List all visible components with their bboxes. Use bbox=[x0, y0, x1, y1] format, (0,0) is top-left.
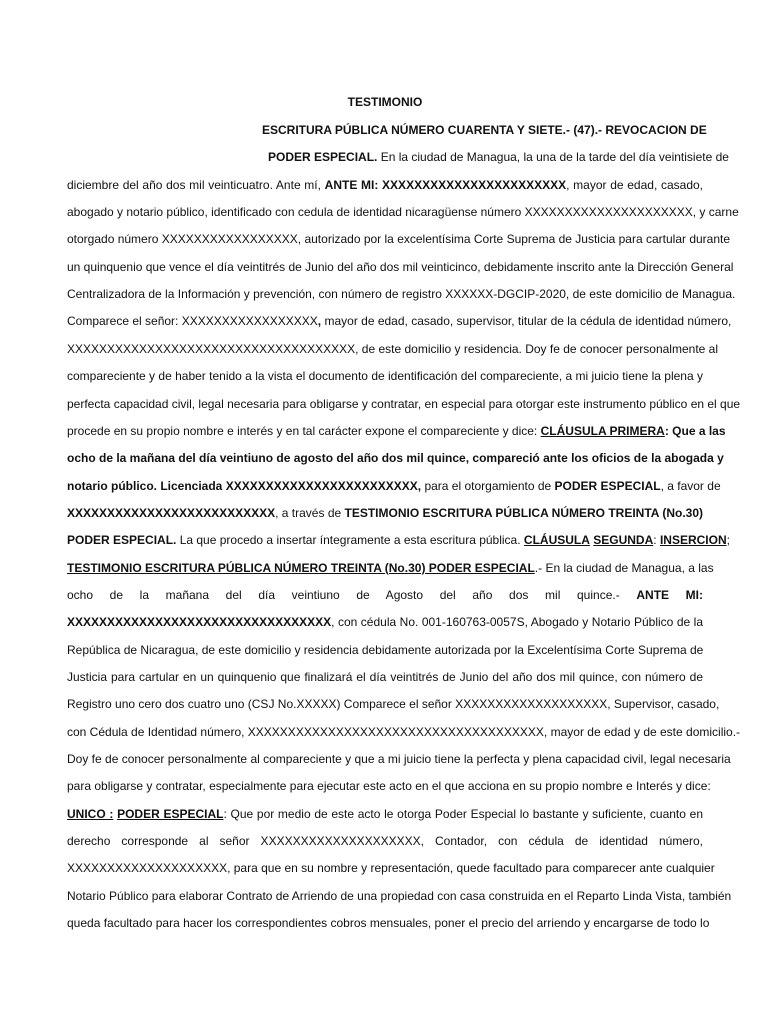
text-run: perfecta capacidad civil, legal necesaria para obligarse y contratar, en especial para otorgar este instrumento público en el que bbox=[67, 396, 741, 411]
text-run: PODER ESPECIAL. bbox=[67, 533, 177, 548]
text-run: queda facultado para hacer los correspondientes cobros mensuales, poner el precio del arriendo y encargarse de todo lo bbox=[67, 916, 710, 931]
document-line bbox=[67, 697, 720, 712]
text-run: CLÁUSULA bbox=[523, 533, 590, 548]
document-line bbox=[67, 807, 703, 821]
text-run: , bbox=[317, 314, 322, 329]
text-run: para obligarse y contratar, especialmente para ejecutar este acto en el que acciona en su propio nombre e Interés y dice: bbox=[67, 779, 711, 794]
text-run: procede en su propio nombre e interés y en tal carácter expone el compareciente y dice: bbox=[67, 423, 541, 438]
document-line bbox=[67, 533, 730, 548]
document-line bbox=[67, 369, 703, 383]
document-line bbox=[67, 752, 731, 767]
text-run: mayor de edad, casado, supervisor, titular de la cédula de identidad número, bbox=[321, 314, 732, 329]
text-run: En la ciudad de Managua, la una de la tarde del día veintisiete de bbox=[377, 150, 729, 165]
text-run: ESCRITURA PÚBLICA NÚMERO CUARENTA Y SIETE.- (47).- REVOCACION DE bbox=[262, 123, 707, 137]
document-line bbox=[67, 643, 703, 657]
text-run: CLÁUSULA PRIMERA bbox=[540, 423, 665, 438]
text-run: XXXXXXXXXXXXXXXXXXXXXXXXXXXXXXXXX bbox=[67, 615, 332, 630]
text-run: ANTE MI: bbox=[636, 587, 704, 602]
text-run: Justicia para cartular en un quinquenio que finalizará el día veintitrés de Junio del año dos mil quince, con número de bbox=[67, 670, 703, 684]
text-run: INSERCION bbox=[659, 533, 727, 548]
text-run: notario público. Licenciada XXXXXXXXXXXXXXXXXXXXXXXX, bbox=[67, 478, 422, 493]
text-run: abogado y notario público, identificado con cedula de identidad nicaragüense número XXXXXXXXXXXXXXXXXXXXX, y carne bbox=[67, 205, 739, 220]
text-run: derecho corresponde al señor XXXXXXXXXXXXXXXXXXXX, Contador, con cédula de identidad número, bbox=[67, 834, 703, 849]
document-line bbox=[67, 205, 739, 220]
document-line bbox=[67, 478, 721, 493]
document-line bbox=[67, 888, 732, 903]
text-run: ; bbox=[726, 533, 730, 548]
document-line bbox=[67, 341, 718, 356]
text-run: TESTIMONIO ESCRITURA PÚBLICA NÚMERO TREINTA (No.30) bbox=[344, 505, 703, 520]
text-run: PODER ESPECIAL bbox=[554, 478, 661, 493]
text-run: Registro uno cero dos cuatro uno (CSJ No.XXXXX) Comparece el señor XXXXXXXXXXXXXXXXXXX, Supervisor, casado, bbox=[67, 697, 720, 712]
text-run: UNICO : bbox=[67, 806, 114, 821]
document-line bbox=[67, 861, 715, 876]
text-run: XXXXXXXXXXXXXXXXXXXX, para que en su nombre y representación, quede facultado para comparecer ante cualquier bbox=[67, 861, 715, 876]
document-line bbox=[67, 423, 726, 438]
text-run: XXXXXXXXXXXXXXXXXXXXXXXXXX bbox=[67, 505, 276, 520]
text-run: SEGUNDA bbox=[593, 533, 654, 548]
document-line bbox=[67, 670, 703, 684]
text-run: PODER ESPECIAL. bbox=[268, 150, 378, 165]
text-run: ocho de la mañana del día veintiuno de agosto del año dos mil quince, compareció ante los oficios de la abogada y bbox=[67, 451, 724, 466]
text-run: para el otorgamiento de bbox=[421, 478, 555, 493]
document-line bbox=[67, 560, 714, 575]
text-run: República de Nicaragua, de este domicilio y residencia debidamente autorizada por la Excelentísima Corte Suprema de bbox=[67, 642, 704, 657]
document-line bbox=[67, 834, 703, 848]
document-line bbox=[67, 779, 711, 794]
text-run: Doy fe de conocer personalmente al compareciente y que a mi juicio tiene la perfecta y plena capacidad civil, legal necesaria bbox=[67, 752, 731, 767]
text-run: ANTE MI: XXXXXXXXXXXXXXXXXXXXXXX bbox=[324, 177, 567, 192]
text-run: : Que por medio de este acto le otorga Poder Especial lo bastante y suficiente, cuanto en bbox=[223, 806, 703, 821]
text-run: TESTIMONIO ESCRITURA PÚBLICA NÚMERO TREINTA (No.30) PODER ESPECIAL bbox=[67, 560, 535, 575]
document-line bbox=[262, 123, 707, 137]
text-run: , con cédula No. 001-160763-0057S, Abogado y Notario Público de la bbox=[331, 615, 703, 630]
document-heading: TESTIMONIO bbox=[347, 95, 423, 109]
document-line bbox=[67, 259, 734, 274]
text-run: PODER ESPECIAL bbox=[117, 806, 224, 821]
text-run: XXXXXXXXXXXXXXXXXXXXXXXXXXXXXXXXXXXX, de este domicilio y residencia. Doy fe de conocer personalmente al bbox=[67, 341, 718, 356]
text-run: otorgado número XXXXXXXXXXXXXXXXX, autorizado por la excelentísima Corte Suprema de Justicia para cartular durante bbox=[67, 232, 731, 247]
text-run: : bbox=[653, 533, 660, 548]
text-run: compareciente y de haber tenido a la vista el documento de identificación del compareciente, a mi juicio tiene la plena y bbox=[67, 369, 703, 384]
document-line bbox=[67, 615, 703, 629]
document-line bbox=[67, 724, 741, 739]
document-line bbox=[67, 314, 732, 329]
document-line bbox=[67, 232, 731, 247]
document-line bbox=[268, 150, 729, 165]
text-run: Centralizadora de la Información y prevención, con número de registro XXXXXX-DGCIP-2020, de este domicilio de Managua. bbox=[67, 287, 736, 302]
text-run: con Cédula de Identidad número, XXXXXXXXXXXXXXXXXXXXXXXXXXXXXXXXXXXXX, mayor de edad y de este domicilio.- bbox=[67, 724, 741, 739]
document-line bbox=[67, 916, 710, 931]
document-line bbox=[67, 287, 736, 302]
text-run: ocho de la mañana del día veintiuno de Agosto del año dos mil quince.- bbox=[67, 587, 637, 602]
document-line bbox=[67, 178, 703, 192]
text-run: Notario Público para elaborar Contrato de Arriendo de una propiedad con casa construida en el Reparto Linda Vista, también bbox=[67, 888, 732, 903]
text-run: : Que a las bbox=[664, 423, 726, 438]
text-run: , a través de bbox=[275, 505, 345, 520]
document-line bbox=[67, 588, 703, 602]
text-run: .- En la ciudad de Managua, a las bbox=[534, 560, 714, 575]
text-run: Comparece el señor: XXXXXXXXXXXXXXXXX bbox=[67, 314, 318, 329]
text-run: La que procedo a insertar íntegramente a esta escritura pública. bbox=[176, 533, 524, 548]
document-line bbox=[67, 506, 703, 520]
document-line bbox=[67, 451, 724, 466]
text-run: , mayor de edad, casado, bbox=[566, 177, 703, 192]
text-run: un quinquenio que vence el día veintitrés de Junio del año dos mil veinticinco, debidamente inscrito ante la Dirección General bbox=[67, 259, 734, 274]
document-line bbox=[67, 396, 741, 411]
text-run: , a favor de bbox=[660, 478, 721, 493]
text-run: diciembre del año dos mil veinticuatro. Ante mí, bbox=[67, 177, 325, 192]
